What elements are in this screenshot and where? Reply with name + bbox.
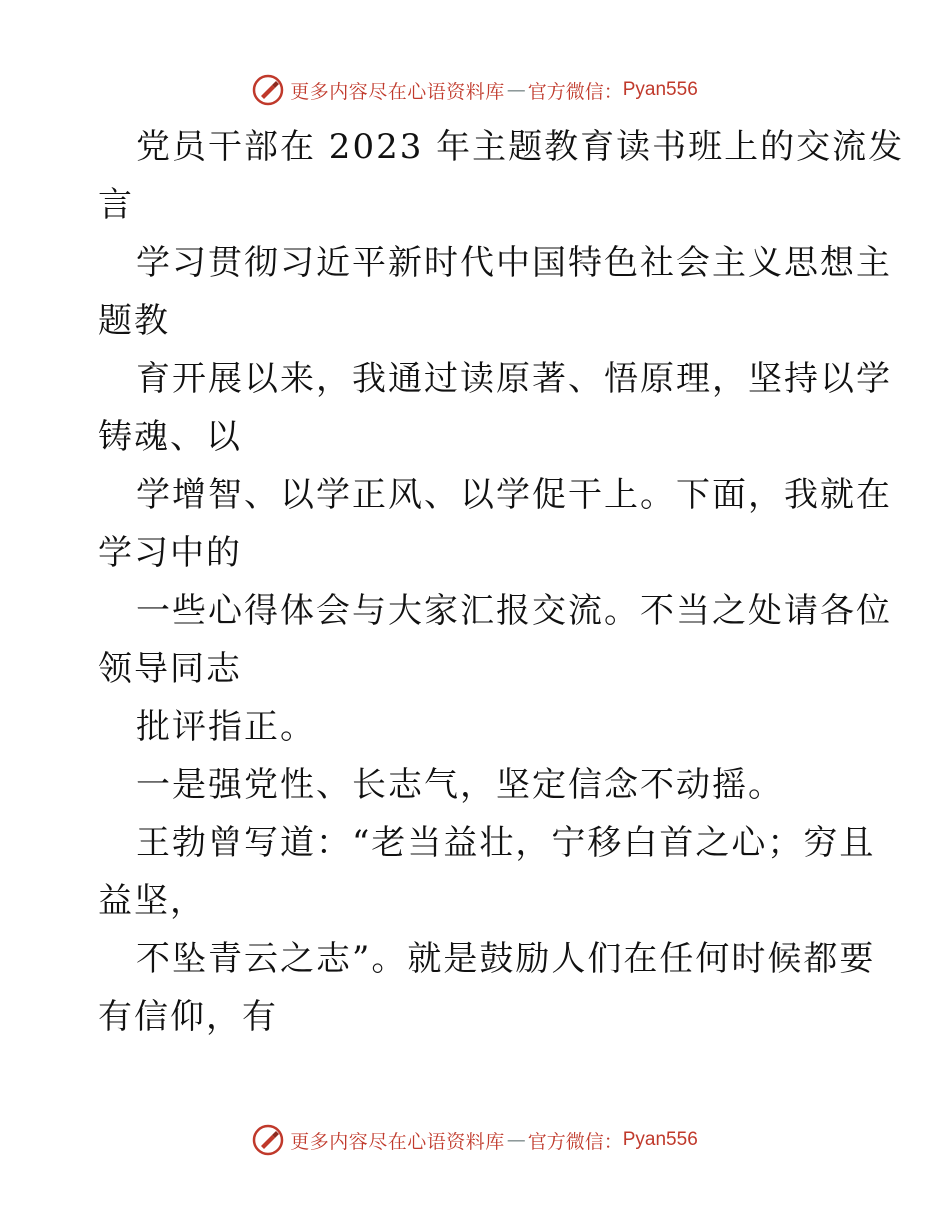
text-line: 益坚，	[98, 881, 206, 921]
text-line: 学习贯彻习近平新时代中国特色社会主义思想主	[136, 243, 892, 283]
text-line: 铸魂、以	[98, 417, 242, 457]
text-line: 王勃曾写道：“老当益壮，宁移白首之心；穷且	[136, 823, 876, 863]
text-line: 育开展以来，我通过读原著、悟原理，坚持以学	[136, 359, 892, 399]
text-line: 领导同志	[98, 649, 242, 689]
text-line: 党员干部在 2023 年主题教育读书班上的交流发	[136, 127, 905, 167]
footer-dash: —	[506, 1129, 526, 1151]
header-dash: —	[506, 79, 526, 101]
text-line: 学习中的	[98, 533, 242, 573]
footer-wechat-id: Pyan556	[622, 1129, 698, 1150]
text-line: 学增智、以学正风、以学促干上。下面，我就在	[136, 475, 892, 515]
header-brand-text: 更多内容尽在心语资料库	[290, 80, 505, 103]
text-line: 题教	[98, 301, 170, 341]
text-line: 一是强党性、长志气，坚定信念不动摇。	[136, 765, 784, 805]
page-footer-watermark	[0, 1120, 950, 1160]
text-line: 一些心得体会与大家汇报交流。不当之处请各位	[136, 591, 892, 631]
header-wechat-label: 官方微信：	[527, 80, 623, 103]
text-line: 批评指正。	[136, 707, 316, 747]
header-wechat-id: Pyan556	[622, 79, 698, 100]
text-line: 言	[98, 185, 134, 225]
page-header-watermark	[0, 70, 950, 110]
footer-wechat-label: 官方微信：	[527, 1130, 623, 1153]
footer-brand-text: 更多内容尽在心语资料库	[290, 1130, 505, 1153]
text-line: 不坠青云之志”。就是鼓励人们在任何时候都要	[136, 939, 876, 979]
text-line: 有信仰，有	[98, 997, 278, 1037]
pen-logo-icon	[252, 74, 284, 106]
pen-logo-icon	[252, 1124, 284, 1156]
document-body	[98, 118, 905, 1046]
